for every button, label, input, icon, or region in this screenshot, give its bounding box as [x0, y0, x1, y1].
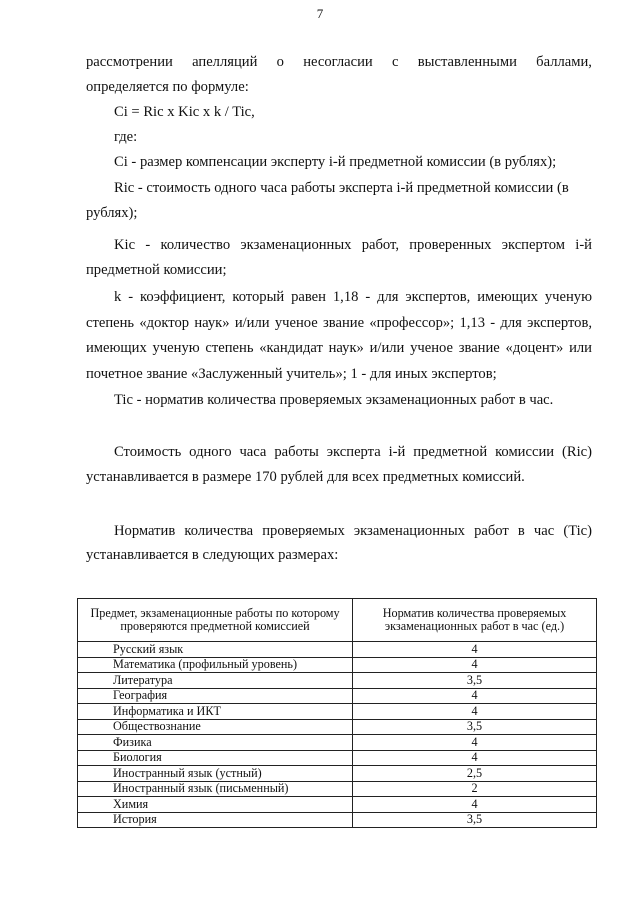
header-norm: Норматив количества проверяемых экзаменационных работ в час (ед.): [353, 599, 597, 642]
value-cell: 4: [353, 642, 597, 658]
paragraph-line: определяется по формуле:: [86, 79, 249, 95]
value-cell: 4: [353, 750, 597, 766]
cost-paragraph-line: Стоимость одного часа работы эксперта i-й предметной комиссии (Ric): [114, 444, 592, 460]
table-row: [78, 812, 597, 828]
value-cell: 2,5: [353, 766, 597, 782]
value-cell: 3,5: [353, 673, 597, 689]
subject-cell: Русский язык: [78, 642, 353, 658]
word: с: [392, 54, 399, 70]
word: баллами,: [536, 54, 592, 70]
tic-definition: Tic - норматив количества проверяемых экзаменационных работ в час.: [114, 392, 554, 408]
paragraph-line: [86, 50, 592, 75]
norm-table: [77, 598, 597, 828]
value-cell: 4: [353, 688, 597, 704]
table-header-row: [78, 599, 597, 642]
formula: Ci = Ric x Kic x k / Tic,: [114, 104, 255, 120]
word: о: [276, 54, 284, 70]
table-row: [78, 750, 597, 766]
k-definition-line: k - коэффициент, который равен 1,18 - для экспертов, имеющих ученую: [114, 289, 592, 305]
subject-cell: Иностранный язык (устный): [78, 766, 353, 782]
table-row: [78, 657, 597, 673]
header-subject: Предмет, экзаменационные работы по которому проверяются предметной комиссией: [78, 599, 353, 642]
value-cell: 4: [353, 735, 597, 751]
subject-cell: Литература: [78, 673, 353, 689]
value-cell: 4: [353, 657, 597, 673]
k-definition-line: имеющих ученую степень «кандидат наук» и/или ученое звание «доцент» или: [86, 340, 592, 356]
table-row: [78, 781, 597, 797]
value-cell: 2: [353, 781, 597, 797]
table-row: [78, 719, 597, 735]
ric-definition-line: Ric - стоимость одного часа работы эксперта i-й предметной комиссии (в: [114, 180, 569, 196]
table-row: [78, 642, 597, 658]
subject-cell: География: [78, 688, 353, 704]
page-number: 7: [316, 6, 324, 21]
norm-paragraph-line: устанавливается в следующих размерах:: [86, 547, 339, 563]
subject-cell: Химия: [78, 797, 353, 813]
norm-paragraph-line: Норматив количества проверяемых экзаменационных работ в час (Tic): [114, 523, 592, 539]
subject-cell: Иностранный язык (письменный): [78, 781, 353, 797]
table-row: [78, 766, 597, 782]
table-row: [78, 673, 597, 689]
where-label: где:: [114, 129, 138, 145]
cost-paragraph-line: устанавливается в размере 170 рублей для всех предметных комиссий.: [86, 469, 525, 485]
table-row: [78, 797, 597, 813]
table-row: [78, 735, 597, 751]
ric-definition-line: рублях);: [86, 205, 138, 221]
value-cell: 3,5: [353, 719, 597, 735]
table-row: [78, 688, 597, 704]
table-row: [78, 704, 597, 720]
word: рассмотрении: [86, 54, 173, 70]
value-cell: 4: [353, 704, 597, 720]
subject-cell: Физика: [78, 735, 353, 751]
subject-cell: Обществознание: [78, 719, 353, 735]
word: несогласии: [303, 54, 373, 70]
word: выставленными: [417, 54, 517, 70]
kic-definition-line: Kic - количество экзаменационных работ, проверенных экспертом i-й: [114, 237, 592, 253]
subject-cell: Математика (профильный уровень): [78, 657, 353, 673]
k-definition-line: степень «доктор наук» и/или ученое звание «профессор»; 1,13 - для экспертов,: [86, 315, 592, 331]
ci-definition: Ci - размер компенсации эксперту i-й предметной комиссии (в рублях);: [114, 154, 557, 170]
k-definition-line: почетное звание «Заслуженный учитель»; 1 - для иных экспертов;: [86, 366, 497, 382]
kic-definition-line: предметной комиссии;: [86, 262, 227, 278]
subject-cell: История: [78, 812, 353, 828]
value-cell: 3,5: [353, 812, 597, 828]
subject-cell: Информатика и ИКТ: [78, 704, 353, 720]
subject-cell: Биология: [78, 750, 353, 766]
value-cell: 4: [353, 797, 597, 813]
word: апелляций: [192, 54, 258, 70]
